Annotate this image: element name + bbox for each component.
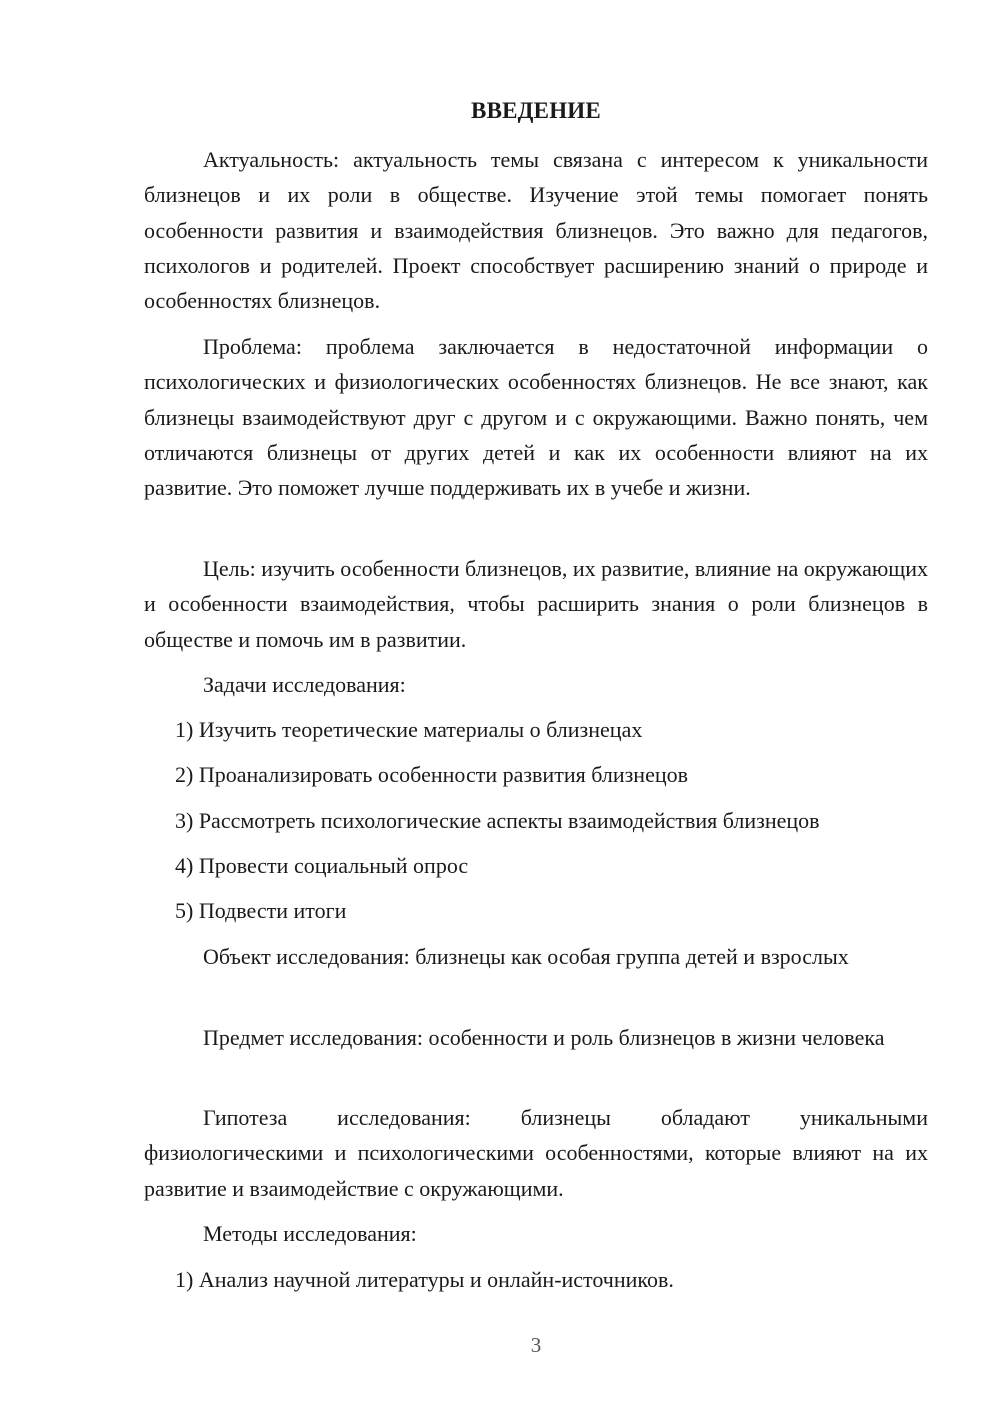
- task-item-1: 1) Изучить теоретические материалы о близнецах: [175, 717, 643, 742]
- task-item-3: 3) Рассмотреть психологические аспекты взаимодействия близнецов: [175, 808, 820, 833]
- task-item-5: 5) Подвести итоги: [175, 898, 347, 923]
- task-item-2: 2) Проанализировать особенности развития близнецов: [175, 762, 689, 787]
- hypothesis-paragraph: Гипотеза исследования: близнецы обладают уникальными физиологическими и психологическими особенностями, которые влияют на их развитие и взаимодействие с окружающими.: [144, 1105, 928, 1201]
- section-title: ВВЕДЕНИЕ: [471, 98, 601, 123]
- methods-heading: Методы исследования:: [203, 1221, 417, 1246]
- object-paragraph: Объект исследования: близнецы как особая группа детей и взрослых: [203, 944, 849, 969]
- problem-paragraph: Проблема: проблема заключается в недостаточной информации о психологических и физиологических особенностях близнецов. Не все знают, как близнецы взаимодействуют друг с другом и с окружающими. Важно понять, чем отличаются близнецы от других детей и как их особенности влияют на их развитие. Это поможет лучше поддерживать их в учебе и жизни.: [144, 334, 928, 501]
- task-item-4: 4) Провести социальный опрос: [175, 853, 469, 878]
- tasks-heading: Задачи исследования:: [203, 672, 406, 697]
- subject-paragraph: Предмет исследования: особенности и роль близнецов в жизни человека: [203, 1025, 885, 1050]
- goal-paragraph: Цель: изучить особенности близнецов, их развитие, влияние на окружающих и особенности взаимодействия, чтобы расширить знания о роли близнецов в обществе и помочь им в развитии.: [144, 556, 928, 652]
- relevance-paragraph: Актуальность: актуальность темы связана с интересом к уникальности близнецов и их роли в обществе. Изучение этой темы помогает понять особенности развития и взаимодействия близнецов. Это важно для педагогов, психологов и родителей. Проект способствует расширению знаний о природе и особенностях близнецов.: [144, 147, 928, 314]
- method-item-1: 1) Анализ научной литературы и онлайн-источников.: [175, 1267, 674, 1292]
- page-number: 3: [530, 1333, 542, 1357]
